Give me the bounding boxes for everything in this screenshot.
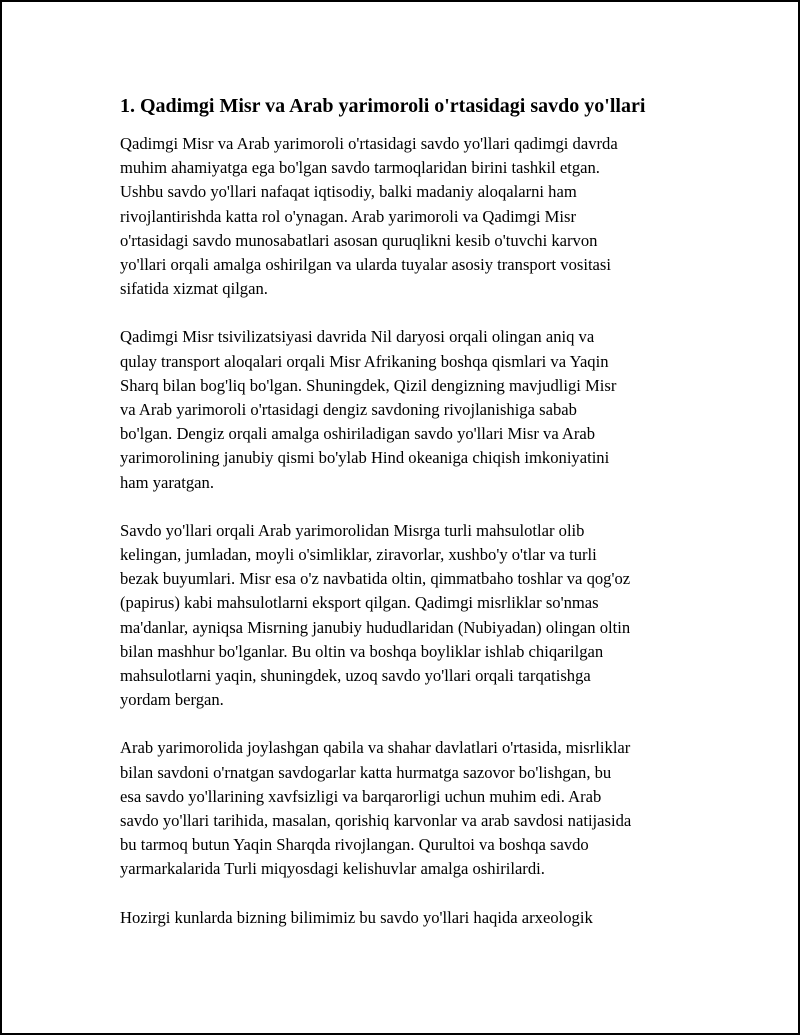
paragraph-line: bu tarmoq butun Yaqin Sharqda rivojlangan. Qurultoi va boshqa savdo — [120, 835, 589, 855]
paragraph-line: Sharq bilan bog'liq bo'lgan. Shuningdek, Qizil dengizning mavjudligi Misr — [120, 375, 617, 395]
paragraph-line: qulay transport aloqalari orqali Misr Afrikaning boshqa qismlari va Yaqin — [120, 351, 609, 371]
paragraph — [120, 132, 680, 301]
paragraph-line: bo'lgan. Dengiz orqali amalga oshiriladigan savdo yo'llari Misr va Arab — [120, 424, 596, 444]
paragraph-line: Qadimgi Misr tsivilizatsiyasi davrida Nil daryosi orqali olingan aniq va — [120, 327, 595, 347]
paragraph-line: bilan mashhur bo'lganlar. Bu oltin va boshqa boyliklar ishlab chiqarilgan — [120, 641, 604, 661]
paragraph-line: esa savdo yo'llarining xavfsizligi va barqarorligi uchun muhim edi. Arab — [120, 786, 602, 806]
paragraph-line: yarimorolining janubiy qismi bo'ylab Hind okeaniga chiqish imkoniyatini — [120, 448, 610, 468]
paragraph-line: savdo yo'llari tarihida, masalan, qorishiq karvonlar va arab savdosi natijasida — [120, 811, 632, 831]
paragraph-line: rivojlantirishda katta rol o'ynagan. Arab yarimoroli va Qadimgi Misr — [120, 206, 576, 226]
paragraph-line: yo'llari orqali amalga oshirilgan va ularda tuyalar asosiy transport vositasi — [120, 255, 611, 275]
paragraph-line: (papirus) kabi mahsulotlarni eksport qilgan. Qadimgi misrliklar so'nmas — [120, 593, 599, 613]
body-text — [120, 132, 680, 930]
paragraph-line: Ushbu savdo yo'llari nafaqat iqtisodiy, balki madaniy aloqalarni ham — [120, 182, 577, 202]
paragraph-line: mahsulotlarni yaqin, shuningdek, uzoq savdo yo'llari orqali tarqatishga — [120, 666, 591, 686]
paragraph-line: kelingan, jumladan, moyli o'simliklar, ziravorlar, xushbo'y o'tlar va turli — [120, 545, 597, 565]
paragraph-line: Hozirgi kunlarda bizning bilimimiz bu savdo yo'llari haqida arxeologik — [120, 907, 593, 927]
paragraph — [120, 736, 680, 881]
paragraph-line: yordam bergan. — [120, 690, 224, 710]
paragraph-line: ham yaratgan. — [120, 472, 214, 492]
paragraph-line: yarmarkalarida Turli miqyosdagi kelishuvlar amalga oshirilardi. — [120, 859, 545, 879]
paragraph-line: bezak buyumlari. Misr esa o'z navbatida oltin, qimmatbaho toshlar va qog'oz — [120, 569, 631, 589]
paragraph — [120, 325, 680, 494]
paragraph-line: ma'danlar, ayniqsa Misrning janubiy hududlaridan (Nubiyadan) olingan oltin — [120, 617, 631, 637]
paragraph — [120, 906, 680, 930]
paragraph — [120, 519, 680, 713]
document-content — [120, 92, 680, 954]
paragraph-line: o'rtasidagi savdo munosabatlari asosan quruqlikni kesib o'tuvchi karvon — [120, 230, 598, 250]
paragraph-line: bilan savdoni o'rnatgan savdogarlar katta hurmatga sazovor bo'lishgan, bu — [120, 762, 612, 782]
paragraph-line: muhim ahamiyatga ega bo'lgan savdo tarmoqlaridan birini tashkil etgan. — [120, 158, 600, 178]
paragraph-line: va Arab yarimoroli o'rtasidagi dengiz savdoning rivojlanishiga sabab — [120, 400, 577, 420]
section-heading: 1. Qadimgi Misr va Arab yarimoroli o'rtasidagi savdo yo'llari — [120, 95, 646, 117]
paragraph-line: sifatida xizmat qilgan. — [120, 279, 268, 299]
paragraph-line: Arab yarimorolida joylashgan qabila va shahar davlatlari o'rtasida, misrliklar — [120, 738, 631, 758]
paragraph-line: Qadimgi Misr va Arab yarimoroli o'rtasidagi savdo yo'llari qadimgi davrda — [120, 134, 618, 153]
paragraph-line: Savdo yo'llari orqali Arab yarimorolidan Misrga turli mahsulotlar olib — [120, 520, 585, 540]
